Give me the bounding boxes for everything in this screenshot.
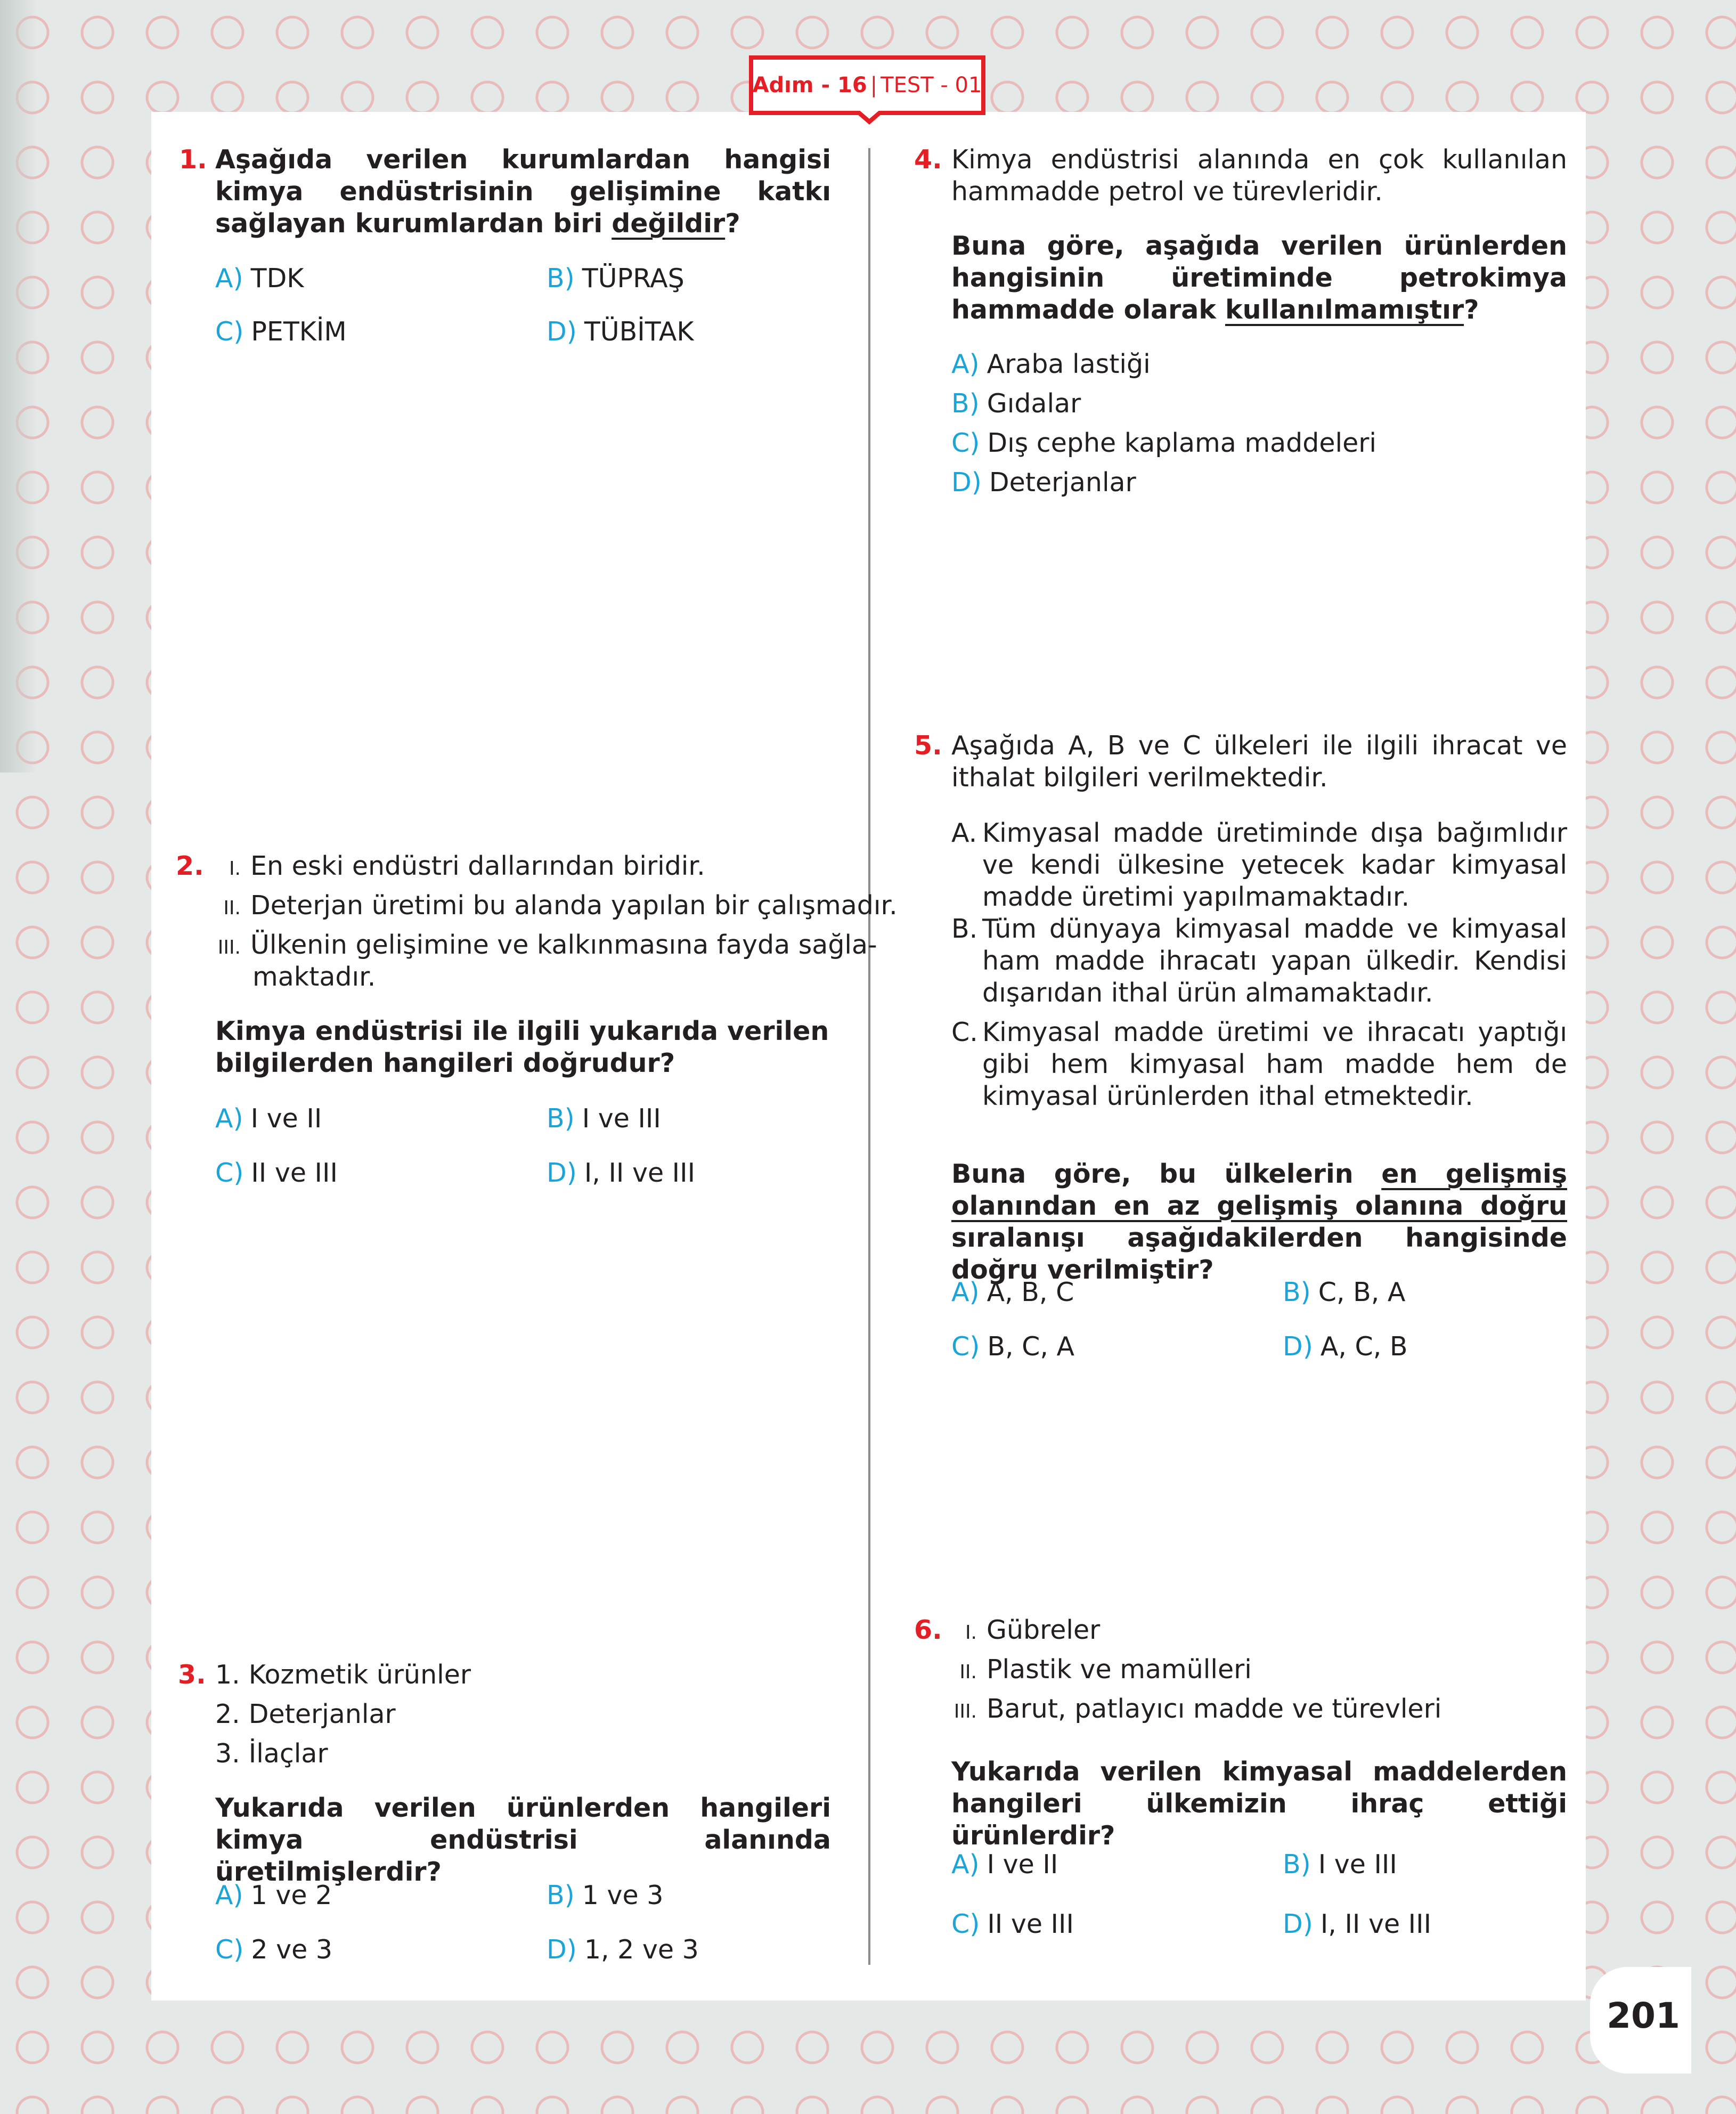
statement: II. Deterjan üretimi bu alanda yapılan bir çalışmadır. xyxy=(223,890,898,921)
option-d[interactable]: D) I, II ve III xyxy=(547,1158,696,1188)
question-number: 5. xyxy=(914,730,942,761)
option-c[interactable]: C) Dış cephe kaplama maddeleri xyxy=(951,428,1377,458)
option-d[interactable]: D) TÜBİTAK xyxy=(547,316,694,347)
option-a[interactable]: A) I ve II xyxy=(951,1849,1058,1880)
country-c: C. Kimyasal madde üretimi ve ihracatı yaptığı gibi hem kimyasal ham madde hem de kimyasal ürünlerden ithal etmektedir. xyxy=(951,1017,1567,1111)
option-b[interactable]: B) 1 ve 3 xyxy=(547,1880,664,1910)
question-intro: Kimya endüstrisi alanında en çok kullanılan hammadde petrol ve türevleridir. xyxy=(951,144,1567,207)
option-c[interactable]: C) II ve III xyxy=(951,1909,1074,1939)
option-b[interactable]: B) I ve III xyxy=(547,1103,661,1134)
option-b[interactable]: B) TÜPRAŞ xyxy=(547,263,684,294)
option-a[interactable]: A) 1 ve 2 xyxy=(215,1880,332,1910)
option-b[interactable]: B) C, B, A xyxy=(1283,1277,1406,1307)
question-number: 3. xyxy=(178,1660,206,1690)
option-b[interactable]: B) I ve III xyxy=(1283,1849,1397,1880)
header-separator: | xyxy=(870,73,878,97)
option-d[interactable]: D) A, C, B xyxy=(1283,1331,1408,1362)
negation-underlined: kullanılmamıştır xyxy=(1225,295,1464,325)
option-b[interactable]: B) Gıdalar xyxy=(951,388,1081,419)
option-a[interactable]: A) Araba lastiği xyxy=(951,349,1151,379)
column-divider xyxy=(868,148,870,1965)
question-number: 2. xyxy=(176,851,204,881)
list-item: 2. Deterjanlar xyxy=(215,1699,396,1729)
question-number: 4. xyxy=(914,144,942,175)
header-tab xyxy=(749,55,985,115)
option-d[interactable]: D) Deterjanlar xyxy=(951,467,1136,498)
option-d[interactable]: D) 1, 2 ve 3 xyxy=(547,1934,699,1965)
header-notch-inner xyxy=(858,109,881,119)
statement: III. Ülkenin gelişimine ve kalkınmasına fayda sağla- xyxy=(217,930,877,960)
list-item: 3. İlaçlar xyxy=(215,1738,328,1769)
statement: I. Gübreler xyxy=(965,1615,1101,1645)
question-stem: Yukarıda verilen ürünlerden hangileri kimya endüstrisi alanında üretilmişlerdir? xyxy=(215,1793,831,1887)
statement-continuation: maktadır. xyxy=(252,962,376,992)
option-d[interactable]: D) I, II ve III xyxy=(1283,1909,1432,1939)
option-a[interactable]: A) A, B, C xyxy=(951,1277,1074,1307)
option-a[interactable]: A) TDK xyxy=(215,263,304,294)
question-number: 6. xyxy=(914,1615,942,1645)
option-c[interactable]: C) PETKİM xyxy=(215,316,347,347)
option-c[interactable]: C) B, C, A xyxy=(951,1331,1074,1362)
option-c[interactable]: C) 2 ve 3 xyxy=(215,1934,332,1965)
question-stem: Buna göre, bu ülkelerin en gelişmiş olanından en az gelişmiş olanına doğru sıralanışı aşağıdakilerden hangisinde doğru verilmiştir? xyxy=(951,1159,1568,1285)
country-a: A. Kimyasal madde üretiminde dışa bağımlıdır ve kendi ülkesine yetecek kadar kimyasal madde üretimi yapılmamaktadır. xyxy=(951,818,1567,912)
list-item: 1. Kozmetik ürünler xyxy=(215,1660,471,1690)
option-c[interactable]: C) II ve III xyxy=(215,1158,338,1188)
option-a[interactable]: A) I ve II xyxy=(215,1103,322,1134)
left-background-shade xyxy=(0,0,37,773)
question-stem: Buna göre, aşağıda verilen ürünlerden hangisinin üretiminde petrokimya hammadde olarak kullanılmamıştır? xyxy=(951,231,1567,325)
header-step: Adım - 16 xyxy=(752,73,867,97)
header-test: TEST - 01 xyxy=(881,73,982,97)
country-b: B. Tüm dünyaya kimyasal madde ve kimyasal ham madde ihracatı yapan ülkedir. Kendisi dışarıdan ithal ürün almamaktadır. xyxy=(951,914,1567,1008)
statement: II. Plastik ve mamülleri xyxy=(959,1654,1252,1685)
order-underlined: en gelişmiş olanından en az gelişmiş olanına doğru xyxy=(951,1159,1568,1221)
statement: III. Barut, patlayıcı madde ve türevleri xyxy=(953,1694,1442,1724)
question-stem: Kimya endüstrisi ile ilgili yukarıda verilen bilgilerden hangileri doğrudur? xyxy=(215,1016,829,1078)
question-intro: Aşağıda A, B ve C ülkeleri ile ilgili ihracat ve ithalat bilgileri verilmektedir. xyxy=(951,730,1567,793)
page-number: 201 xyxy=(1607,1995,1680,2036)
statement: I. En eski endüstri dallarından biridir. xyxy=(229,851,705,881)
question-number: 1. xyxy=(179,144,207,175)
question-stem: Aşağıda verilen kurumlardan hangisi kimya endüstrisinin gelişimine katkı sağlayan kurumlardan biri değildir? xyxy=(215,144,831,239)
question-stem: Yukarıda verilen kimyasal maddelerden hangileri ülkemizin ihraç ettiği ürünlerdir? xyxy=(951,1757,1567,1851)
negation-underlined: değildir xyxy=(612,208,726,239)
